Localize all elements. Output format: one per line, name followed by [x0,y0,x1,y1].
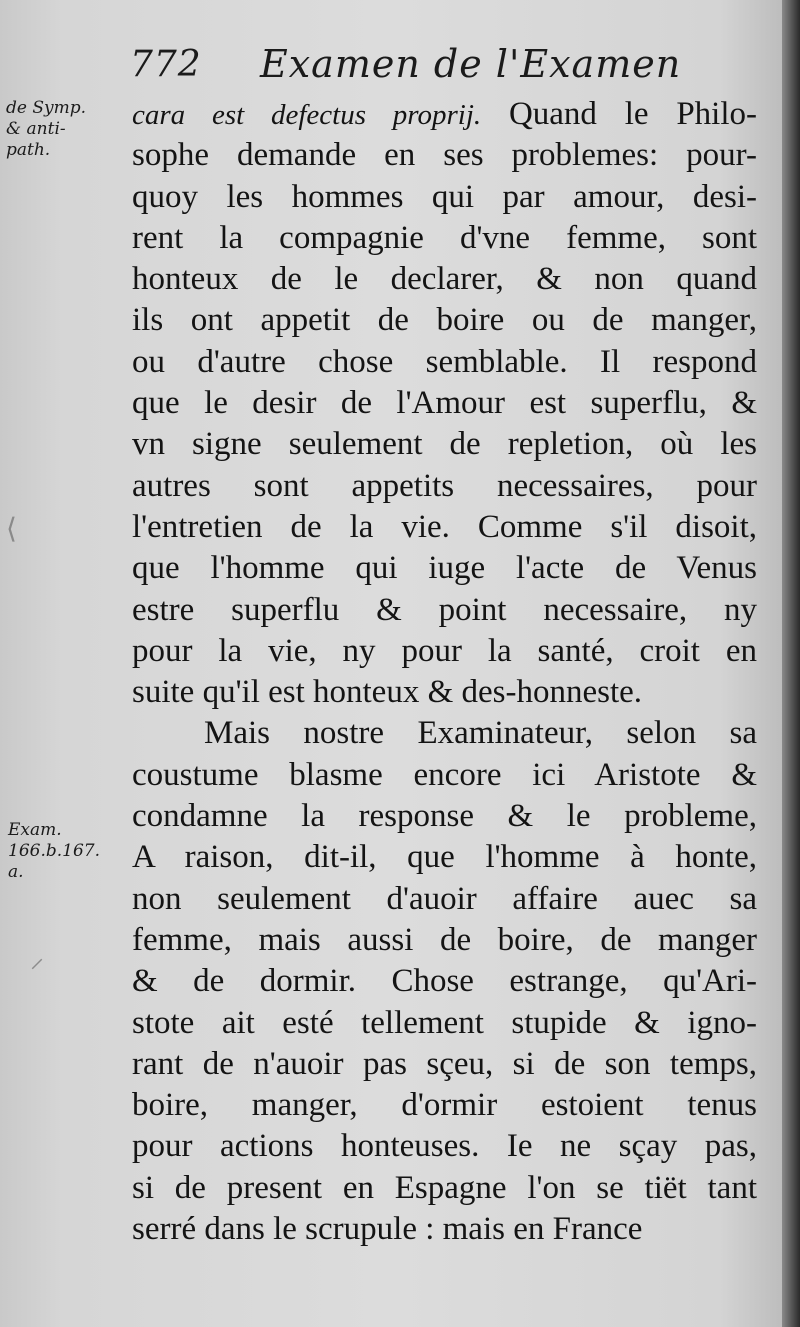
text-line: honteux de le declarer, & non quand [132,261,757,298]
marginal-note-exam-reference [8,820,100,883]
paper-mark: ⸝ [30,941,45,974]
text-line: pour actions honteuses. Ie ne sçay pas, [132,1128,757,1165]
text-line: l'entretien de la vie. Comme s'il disoit, [132,508,757,545]
text-line: condamne la response & le probleme, [132,798,757,835]
page-number: 772 [130,44,202,85]
text-line [132,94,757,135]
text-line: boire, manger, d'ormir estoient tenus [132,1087,757,1124]
text-line: ou d'autre chose semblable. Il respond [132,343,757,380]
marginal-note-line: de Symp. [6,98,87,118]
running-title: Examen de l'Examen [260,42,682,86]
text-line: & de dormir. Chose estrange, qu'Ari- [132,963,757,1000]
text-line: autres sont appetits necessaires, pour [132,467,757,504]
text-line: femme, mais aussi de boire, de manger [132,921,757,958]
text-line: A raison, dit-il, que l'homme à honte, [132,839,757,876]
marginal-note-line: 166.b.167. [8,841,100,861]
text-line: suite qu'il est honteux & des-honneste. [132,674,643,711]
marginal-note-line: & anti- [6,119,66,139]
page-header [130,38,750,98]
text-line: rant de n'auoir pas sçeu, si de son temps, [132,1045,757,1082]
text-line: serré dans le scrupule : mais en France [132,1211,643,1248]
marginal-note-sympathy [6,98,86,161]
text-line: sophe demande en ses problemes: pour- [132,137,757,174]
text-line: ils ont appetit de boire ou de manger, [132,302,757,339]
paper-mark: ⟨ [6,512,17,545]
text-line: stote ait esté tellement stupide & igno- [132,1004,757,1041]
latin-quote: cara est defectus proprij. [132,99,482,131]
marginal-note-line: path. [6,140,51,160]
text-line: rent la compagnie d'vne femme, sont [132,219,757,256]
body-text [132,94,757,1250]
paragraph-start-line: Mais nostre Examinateur, selon sa [204,715,757,752]
marginal-note-line: a. [8,862,24,882]
text-line: non seulement d'auoir affaire auec sa [132,880,757,917]
text-line: que l'homme qui iuge l'acte de Venus [132,550,757,587]
marginal-note-line: Exam. [8,820,62,840]
text-line-rest: Quand le Philo- [508,96,757,132]
text-line: si de present en Espagne l'on se tiët tant [132,1169,757,1206]
text-line: que le desir de l'Amour est superflu, & [132,385,757,422]
text-line: estre superflu & point necessaire, ny [132,591,757,628]
text-line: pour la vie, ny pour la santé, croit en [132,632,757,669]
text-line: vn signe seulement de repletion, où les [132,426,757,463]
binding-edge-shadow [782,0,800,1327]
text-line: coustume blasme encore ici Aristote & [132,756,757,793]
text-line: quoy les hommes qui par amour, desi- [132,178,757,215]
